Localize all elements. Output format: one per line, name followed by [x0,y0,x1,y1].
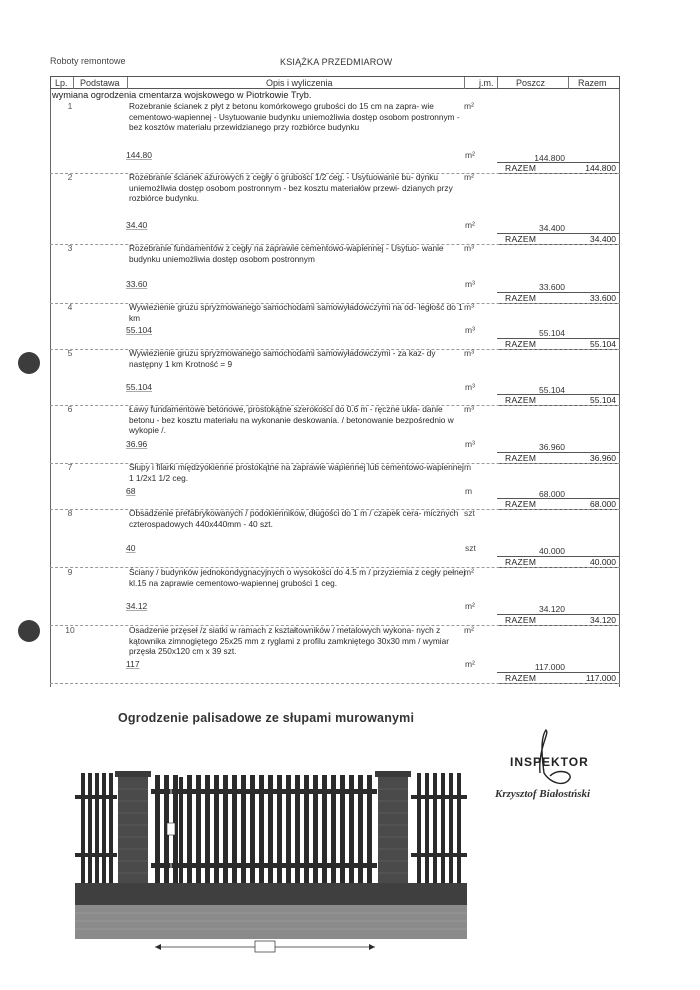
razem-value: 55.104 [590,395,616,405]
row-quantity: 144.80 [126,150,152,160]
row-partial-total: 34.400 [539,223,565,233]
row-number: 3 [67,243,73,253]
razem-value: 34.400 [590,234,616,244]
razem-label: RAZEM [505,163,537,173]
row-description: Rozebranie ścianek z płyt z betonu komórkowego grubości do 15 cm na zapra- wie cementowo-wapiennej - Usytuowanie budynku uniemożliwia dostęp osobom postronnym - bez kosztów materiału przewidzianego przy rozbiórce budynku [129,101,460,133]
razem-value: 36.960 [590,453,616,463]
inspector-stamp-title: INSPEKTOR [510,755,589,769]
brick-pillar-left [115,771,151,895]
col-poszcz: Poszcz [516,78,546,88]
brick-pillar-right [375,771,411,895]
row-quantity-unit: m [465,486,473,496]
razem-label: RAZEM [505,395,537,405]
row-quantity: 34.12 [126,601,148,611]
row-unit: m³ [464,404,474,414]
row-number: 2 [67,172,73,182]
row-partial-total: 55.104 [539,328,565,338]
fence-left-pickets [81,773,113,883]
table-border-left [50,89,51,687]
row-unit: m² [464,172,474,182]
doc-header-left: Roboty remontowe [50,56,126,66]
row-unit: m³ [464,348,474,358]
row-number: 5 [67,348,73,358]
row-number: 10 [65,625,75,635]
razem-label: RAZEM [505,339,537,349]
row-unit: m [464,462,472,472]
row-quantity: 55.104 [126,382,152,392]
fence-caption: Ogrodzenie palisadowe ze słupami murowanymi [118,711,415,725]
doc-header-title: KSIĄŻKA PRZEDMIAROW [280,57,393,67]
row-unit: m² [464,625,474,635]
row-quantity-unit: m² [465,601,475,611]
row-description: Ławy fundamentowe betonowe, prostokątne szerokości do 0.6 m - ręczne ukła- danie betonu - bez kosztu materiału na wykonanie deskowania. / betonowanie bezpośrednio w wykopie /. [129,404,454,436]
row-unit: m² [464,101,474,111]
row-unit: m² [464,567,474,577]
row-separator [50,683,620,684]
row-quantity-unit: m² [465,220,475,230]
row-quantity-unit: m³ [465,439,475,449]
razem-label: RAZEM [505,234,537,244]
row-partial-total: 34.120 [539,604,565,614]
row-unit: m³ [464,302,474,312]
row-partial-total: 144.800 [534,153,565,163]
row-quantity: 117 [126,659,140,669]
row-number: 4 [67,302,73,312]
row-partial-total: 55.104 [539,385,565,395]
razem-value: 33.600 [590,293,616,303]
row-quantity: 68 [126,486,136,496]
row-unit: m³ [464,243,474,253]
col-jm: j.m. [479,78,494,88]
row-description: Rozebranie ścianek ażurowych z cegły o grubości 1/2 ceg. - Usytuowanie bu- dynku uniemożliwia dostęp osobom postronnym - bez kosztu materiałów przewi- dzianych przy rozbiórce budynku. [129,172,453,204]
row-quantity: 34.40 [126,220,148,230]
fence-right-pickets [417,773,461,883]
row-description: Osadzenie przęseł /z siatki w ramach z kształtowników / metalowych wykona- nych z kątownika zimnogiętego 25x25 mm z ryglami z profilu zamkniętego 30x30 mm / wymiar przęsła 250x120 cm x 39 szt. [129,625,450,657]
row-description: Wywiezienie gruzu spryzmowanego samochodami samowyładowczymi - za kaz- dy następny 1 km Krotność = 9 [129,348,436,369]
razem-value: 117.000 [585,673,616,683]
row-quantity: 33.60 [126,279,148,289]
col-lp: Lp. [55,78,68,88]
row-quantity-unit: m² [465,150,475,160]
col-podstawa: Podstawa [80,78,120,88]
inspector-name: Krzysztof Białostński [495,788,591,800]
razem-value: 34.120 [590,615,616,625]
fence-drawing-image [75,765,470,957]
razem-label: RAZEM [505,615,537,625]
col-razem: Razem [578,78,607,88]
razem-value: 55.104 [590,339,616,349]
row-quantity-unit: m² [465,659,475,669]
razem-label: RAZEM [505,557,537,567]
row-quantity: 40 [126,543,136,553]
table-column-header [50,76,620,89]
row-partial-total: 33.600 [539,282,565,292]
row-description: Ściany / budynków jednokondygnacyjnych o wysokości do 4.5 m / przyziemia z cegły pełnej kl.15 na zaprawie cementowo-wapiennej grubości 1 ceg. [129,567,466,588]
row-number: 8 [67,508,73,518]
razem-label: RAZEM [505,293,537,303]
row-number: 9 [67,567,73,577]
row-description: Słupy i filarki międzyokienne prostokątne na zaprawie wapiennej lub cementowo-wapiennej 1 1/2x1 1/2 ceg. [129,462,464,483]
row-partial-total: 36.960 [539,442,565,452]
row-quantity-unit: m³ [465,279,475,289]
hole-punch-mark [18,352,40,374]
row-quantity-unit: szt [465,543,476,553]
row-description: Rozebranie fundamentów z cegły na zaprawie cementowo-wapiennej - Usytuo- wanie budynku uniemożliwia dostęp osobom postronnym [129,243,444,264]
row-number: 6 [67,404,73,414]
razem-label: RAZEM [505,673,537,683]
table-border-right [619,89,620,687]
row-quantity-unit: m³ [465,325,475,335]
row-number: 1 [67,101,73,111]
razem-value: 40.000 [590,557,616,567]
row-quantity: 55.104 [126,325,152,335]
razem-label: RAZEM [505,499,537,509]
row-unit: szt [464,508,475,518]
section-title: wymiana ogrodzenia cmentarza wojskowego w Piotrkowie Tryb. [52,90,312,100]
hole-punch-mark [18,620,40,642]
row-description: Obsadzenie prefabrykowanych / podokiennikow, długości do 1 m / czapek cera- micznych czterospadowych 440x440mm - 40 szt. [129,508,459,529]
row-partial-total: 68.000 [539,489,565,499]
row-quantity-unit: m³ [465,382,475,392]
razem-value: 144.800 [585,163,616,173]
row-partial-total: 117.000 [534,662,565,672]
row-number: 7 [67,462,73,472]
row-description: Wywiezienie gruzu spryzmowanego samochodami samowyładowczymi na od- ległość do 1 km [129,302,463,323]
razem-label: RAZEM [505,453,537,463]
razem-value: 68.000 [590,499,616,509]
row-quantity: 36.96 [126,439,148,449]
col-opis: Opis i wyliczenia [266,78,333,88]
row-partial-total: 40.000 [539,546,565,556]
